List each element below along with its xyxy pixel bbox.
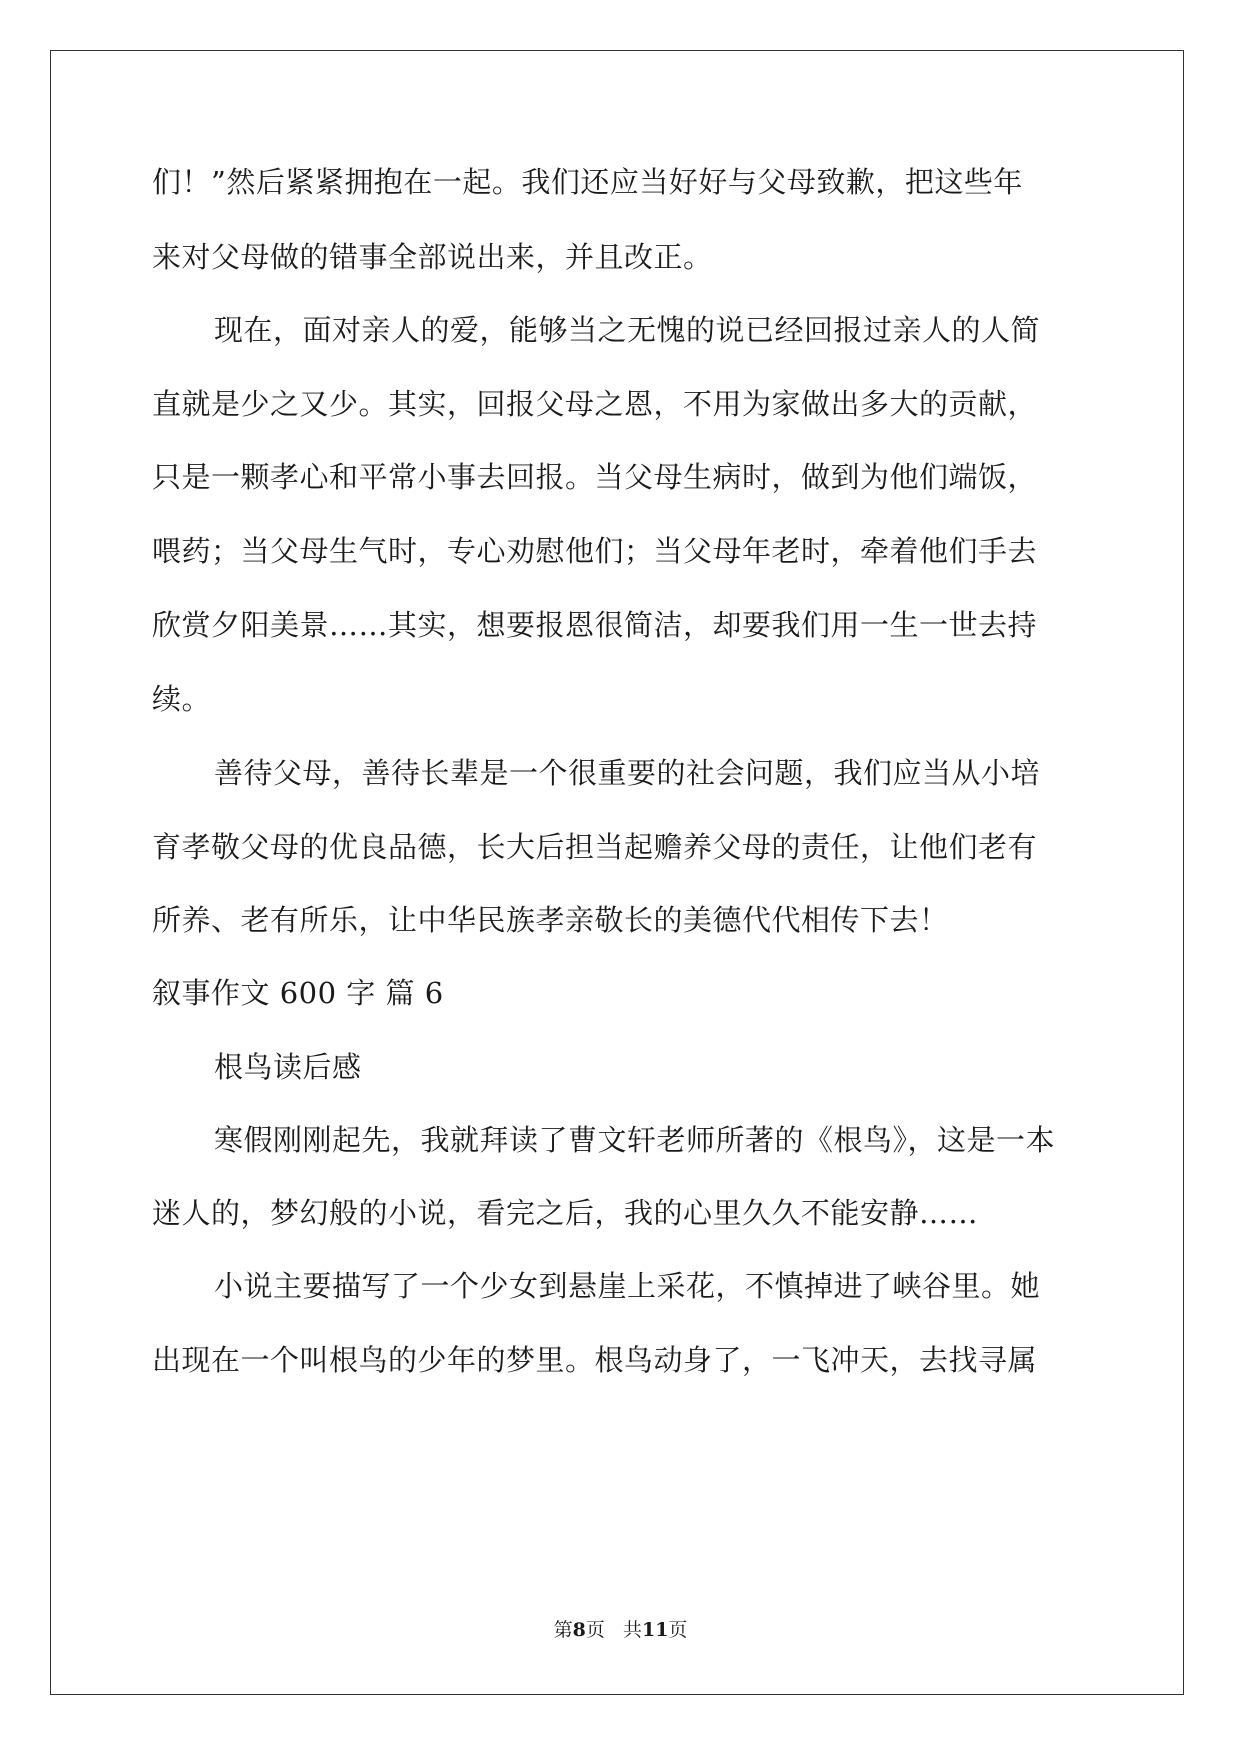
text-line: 育孝敬父母的优良品德，长大后担当起赡养父母的责任，让他们老有 xyxy=(152,830,1038,864)
page-number: 8 xyxy=(572,1619,586,1641)
page-footer xyxy=(0,1618,1241,1642)
footer-page-suffix: 页 xyxy=(585,1619,605,1641)
essay-title: 根鸟读后感 xyxy=(214,1050,362,1084)
text-line: 迷人的，梦幻般的小说，看完之后，我的心里久久不能安静…… xyxy=(152,1196,979,1230)
text-line: 现在，面对亲人的爱，能够当之无愧的说已经回报过亲人的人简 xyxy=(214,313,1041,347)
section-heading: 叙事作文 600 字 篇 6 xyxy=(152,976,444,1010)
total-pages: 11 xyxy=(641,1619,669,1641)
text-line: 欣赏夕阳美景……其实，想要报恩很简洁，却要我们用一生一世去持 xyxy=(152,608,1038,642)
footer-total-prefix: 共 xyxy=(622,1619,642,1641)
text-line: 寒假刚刚起先，我就拜读了曹文轩老师所著的《根鸟》，这是一本 xyxy=(214,1123,1056,1157)
text-line: 们！”然后紧紧拥抱在一起。我们还应当好好与父母致歉，把这些年 xyxy=(152,165,1023,199)
text-line: 直就是少之又少。其实，回报父母之恩，不用为家做出多大的贡献， xyxy=(152,387,1038,421)
text-line: 喂药；当父母生气时，专心劝慰他们；当父母年老时，牵着他们手去 xyxy=(152,534,1038,568)
text-line: 所养、老有所乐，让中华民族孝亲敬长的美德代代相传下去！ xyxy=(152,903,949,937)
text-line: 小说主要描写了一个少女到悬崖上采花，不慎掉进了峡谷里。她 xyxy=(214,1269,1041,1303)
page-border xyxy=(50,50,1184,1695)
text-line: 善待父母，善待长辈是一个很重要的社会问题，我们应当从小培 xyxy=(214,756,1041,790)
text-line: 来对父母做的错事全部说出来，并且改正。 xyxy=(152,240,713,274)
text-line: 出现在一个叫根鸟的少年的梦里。根鸟动身了，一飞冲天，去找寻属 xyxy=(152,1343,1038,1377)
footer-total-suffix: 页 xyxy=(668,1619,688,1641)
footer-prefix: 第 xyxy=(553,1619,573,1641)
text-line: 续。 xyxy=(152,682,212,716)
text-line: 只是一颗孝心和平常小事去回报。当父母生病时，做到为他们端饭， xyxy=(152,460,1038,494)
